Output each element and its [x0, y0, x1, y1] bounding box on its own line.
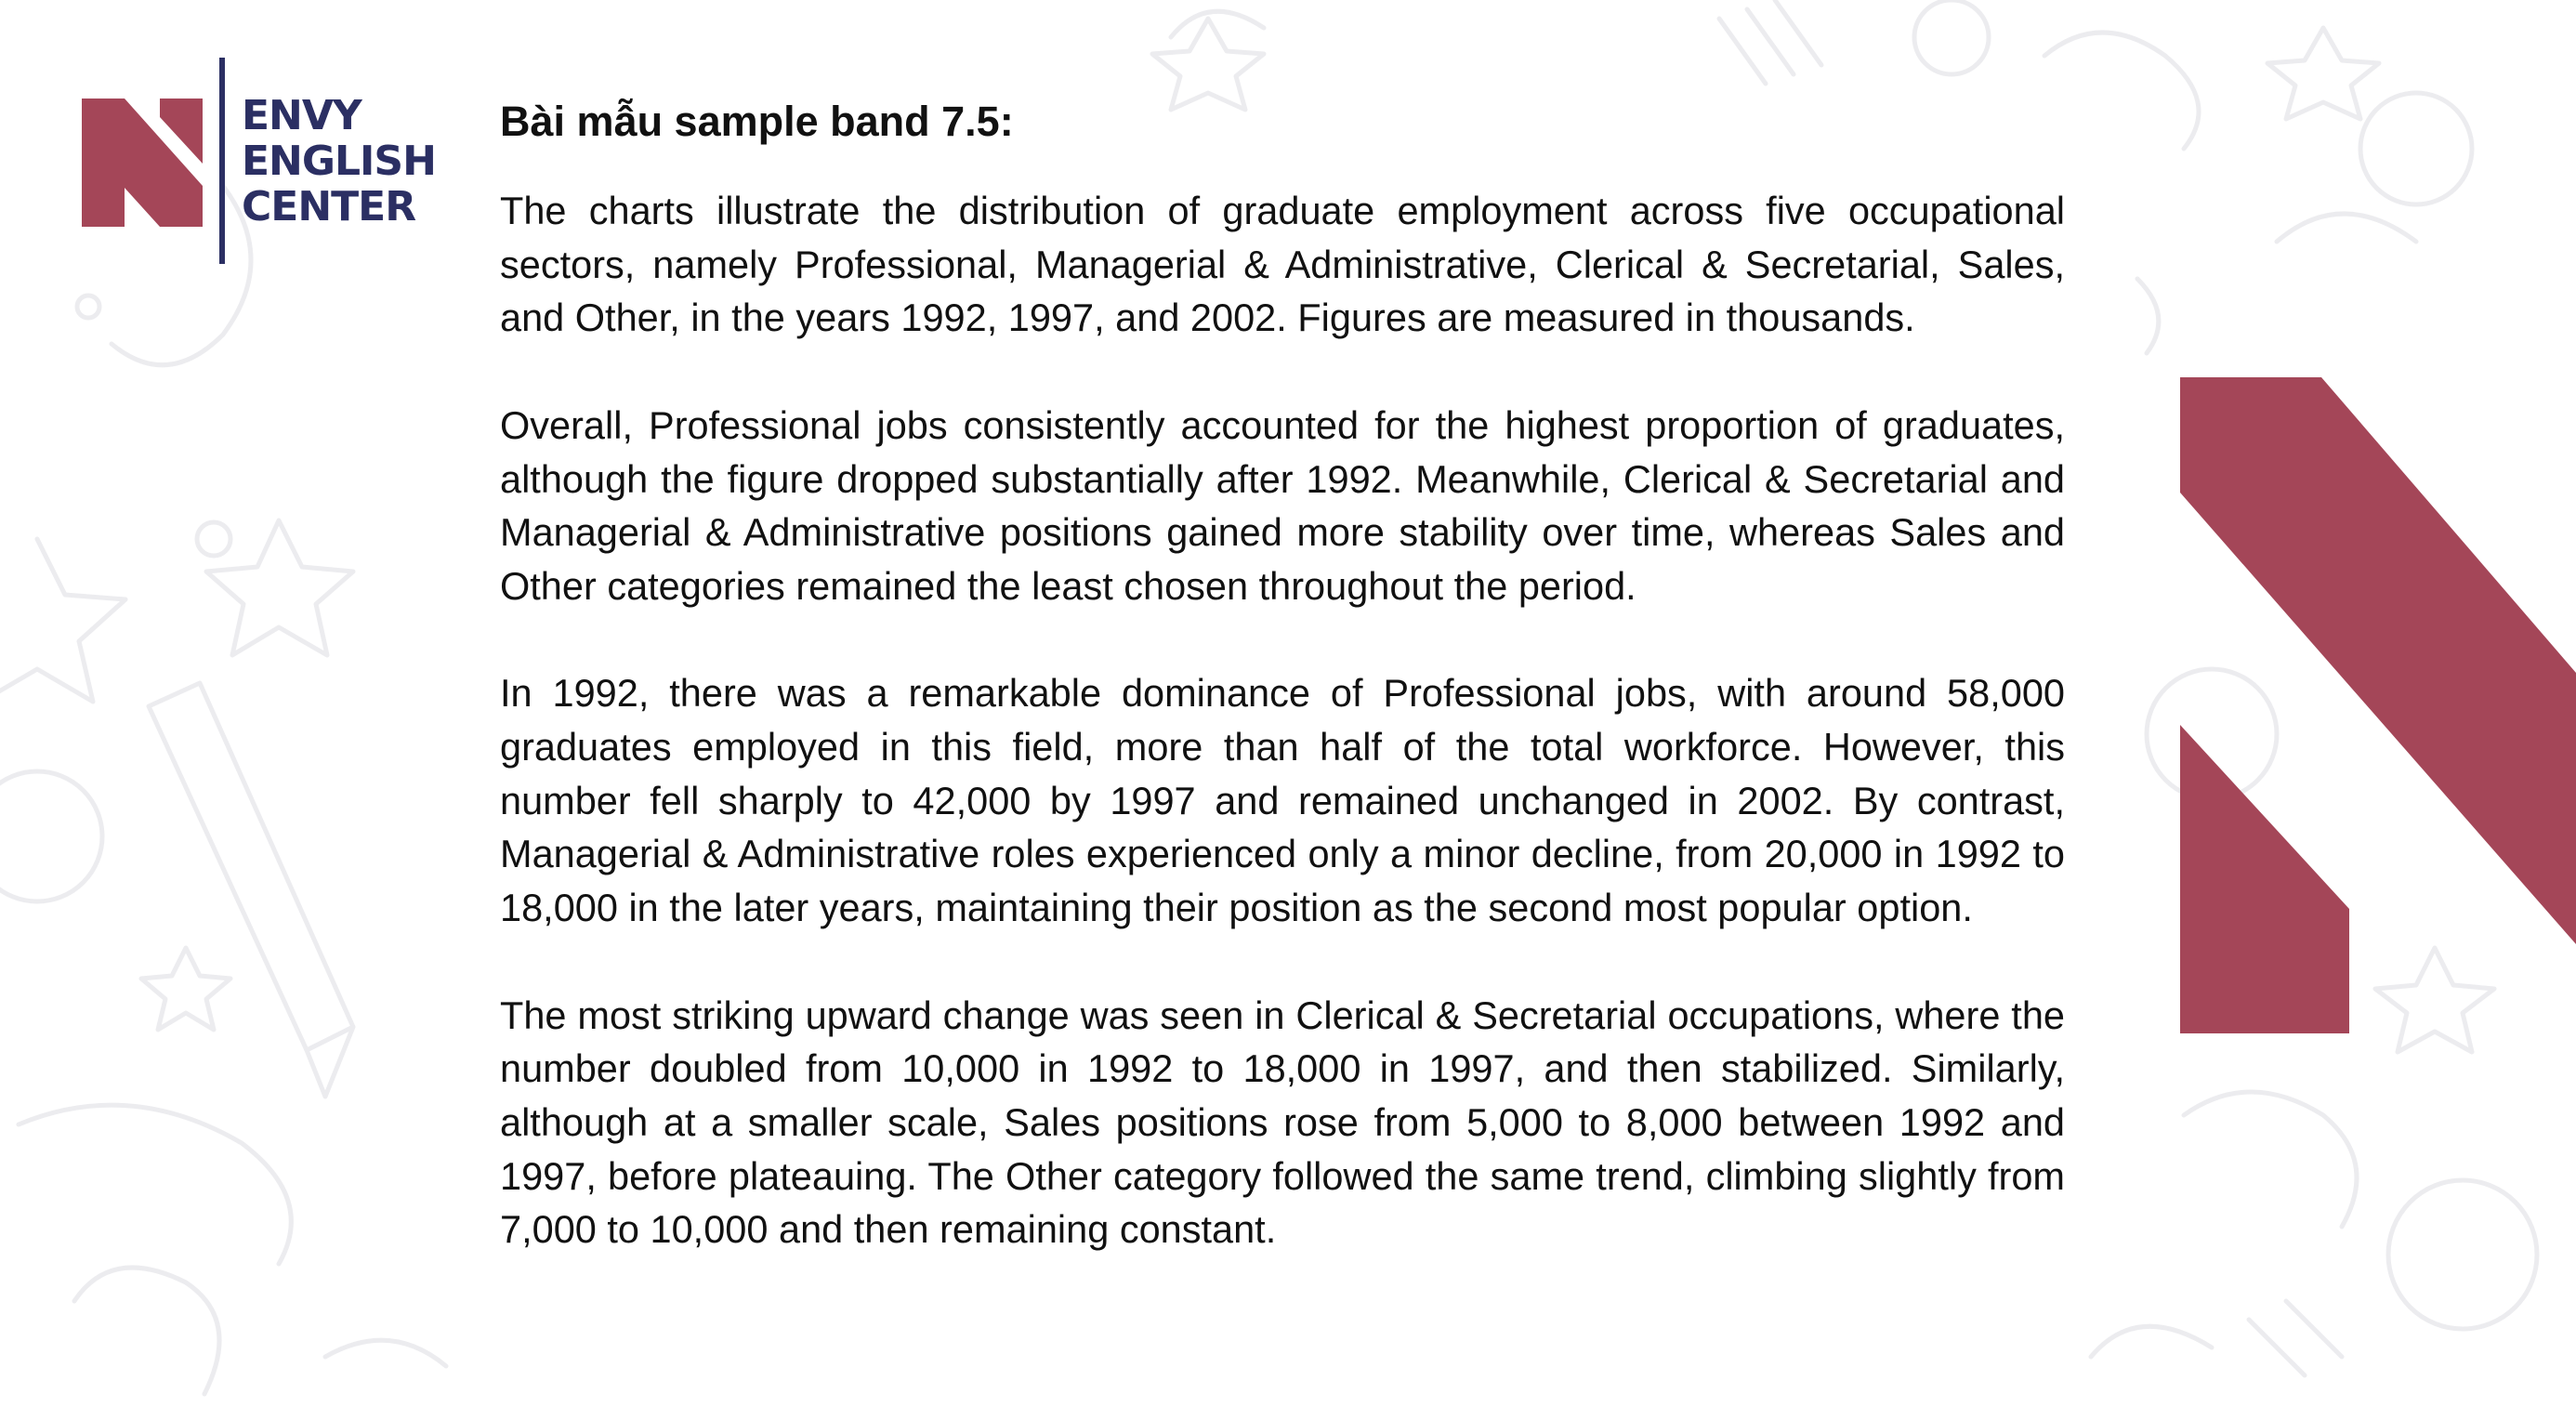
paragraph-overview: Overall, Professional jobs consistently accounted for the highest proportion of graduates, although the figure dropped substantially after 1992. Meanwhile, Clerical & Secretarial and Managerial & Administrative positions gained more stability over time, whereas Sales and Other categories remained the least chosen throughout the period.	[500, 402, 2065, 608]
paragraph-body-1: In 1992, there was a remarkable dominance of Professional jobs, with around 58,000 graduates employed in this field, more than half of the total workforce. However, this number fell sharply to 42,000 by 1997 and remained unchanged in 2002. By contrast, Managerial & Administrative roles experienced only a minor decline, from 20,000 in 1992 to 18,000 in the later years, maintaining their position as the second most popular option.	[500, 671, 2065, 930]
logo-line-center: CENTER	[242, 183, 416, 230]
paragraph-body-2: The most striking upward change was seen in Clerical & Secretarial occupations, where the number doubled from 10,000 in 1992 to 18,000 in 1997, and then stabilized. Similarly, although at a smaller scale, Sales positions rose from 5,000 to 8,000 between 1992 and 1997, before plateauing. The Other category followed the same trend, climbing slightly from 7,000 to 10,000 and then remaining constant.	[500, 993, 2065, 1252]
logo-line-envy: ENVY	[242, 92, 361, 139]
letter-n-logo-icon	[82, 99, 203, 227]
page-title: Bài mẫu sample band 7.5:	[500, 98, 1014, 145]
logo-line-english: ENGLISH	[242, 138, 436, 185]
paragraph-introduction: The charts illustrate the distribution of graduate employment across five occupational sectors, namely Professional, Managerial & Administrative, Clerical & Secretarial, Sales, and Other, in the years 1992, 1997, and 2002. Figures are measured in thousands.	[500, 189, 2065, 340]
logo-divider	[219, 58, 225, 264]
decorative-n-icon	[2180, 377, 2576, 1033]
essay-content	[500, 89, 2065, 1256]
logo	[82, 58, 472, 267]
logo-wordmark	[242, 93, 436, 230]
